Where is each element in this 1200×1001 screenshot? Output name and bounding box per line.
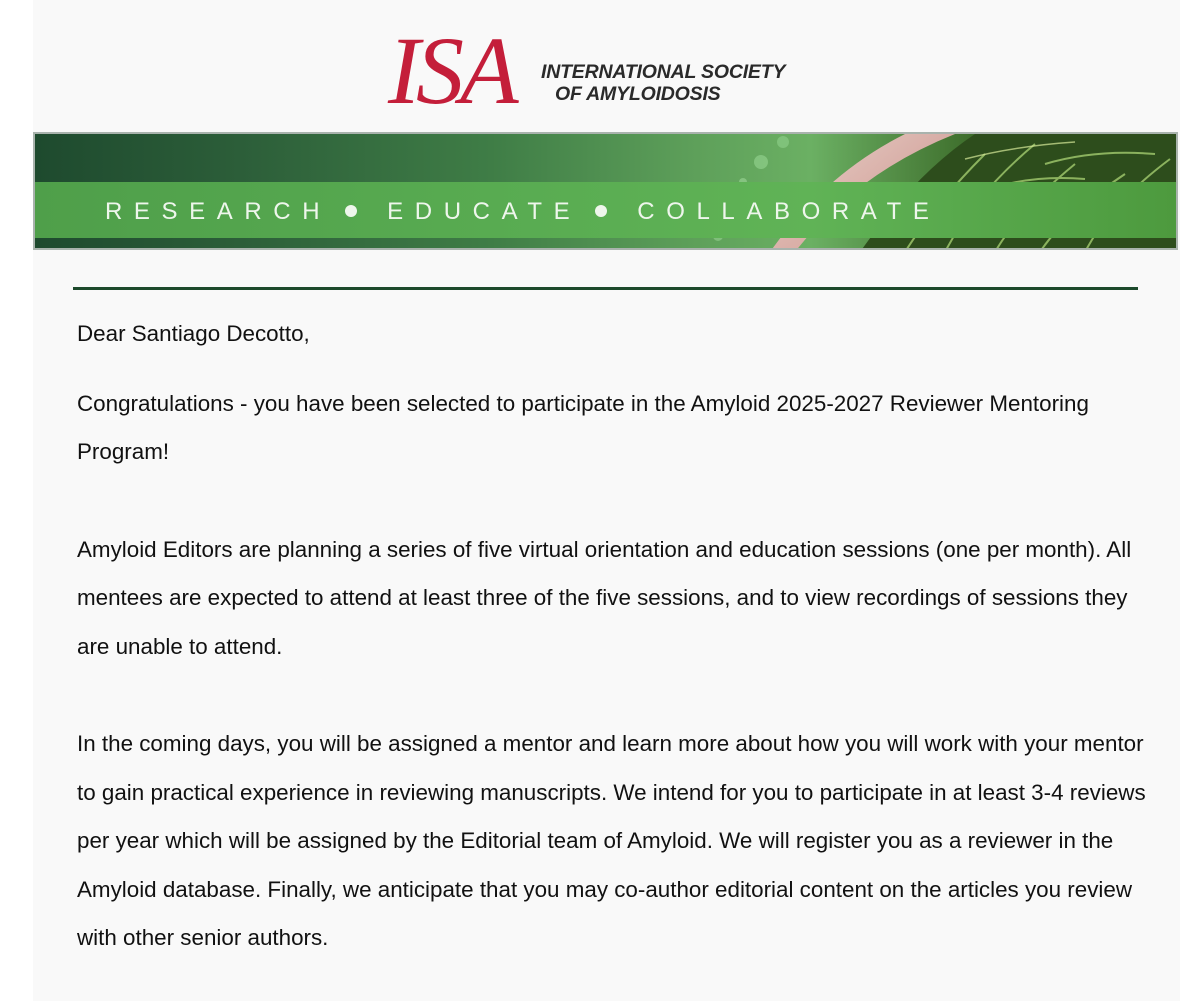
greeting: Dear Santiago Decotto, xyxy=(77,321,310,346)
paragraph-sessions: Amyloid Editors are planning a series of five virtual orientation and education sessions (one per month). All mentees are expected to attend at least three of the five sessions, and to view recordings of sessions they are unable to attend. xyxy=(77,536,1132,659)
tagline-collaborate: COLLABORATE xyxy=(637,198,941,225)
divider xyxy=(73,287,1138,290)
logo-line-1: INTERNATIONAL SOCIETY xyxy=(541,61,786,83)
logo-mark: ISA xyxy=(388,17,515,124)
logo-line-2: OF AMYLOIDOSIS xyxy=(555,83,721,105)
paragraph-congratulations: Congratulations - you have been selected to participate in the Amyloid 2025-2027 Reviewer Mentoring Program! xyxy=(77,390,1089,464)
header-banner xyxy=(33,132,1178,250)
logo-wordmark xyxy=(541,61,785,105)
tagline-research: RESEARCH xyxy=(105,198,332,225)
banner-tagline xyxy=(105,198,941,226)
tagline-dot xyxy=(595,205,607,217)
paragraph-mentor: In the coming days, you will be assigned a mentor and learn more about how you will work with your mentor to gain practical experience in reviewing manuscripts. We intend for you to participate in at least 3-4 reviews per year which will be assigned by the Editorial team of Amyloid. We will register you as a reviewer in the Amyloid database. Finally, we anticipate that you may co-author editorial content on the articles you review with other senior authors. xyxy=(77,731,1146,950)
tagline-dot xyxy=(345,205,357,217)
isa-logo xyxy=(388,17,848,124)
letter-body xyxy=(77,310,1157,963)
tagline-educate: EDUCATE xyxy=(387,198,582,225)
